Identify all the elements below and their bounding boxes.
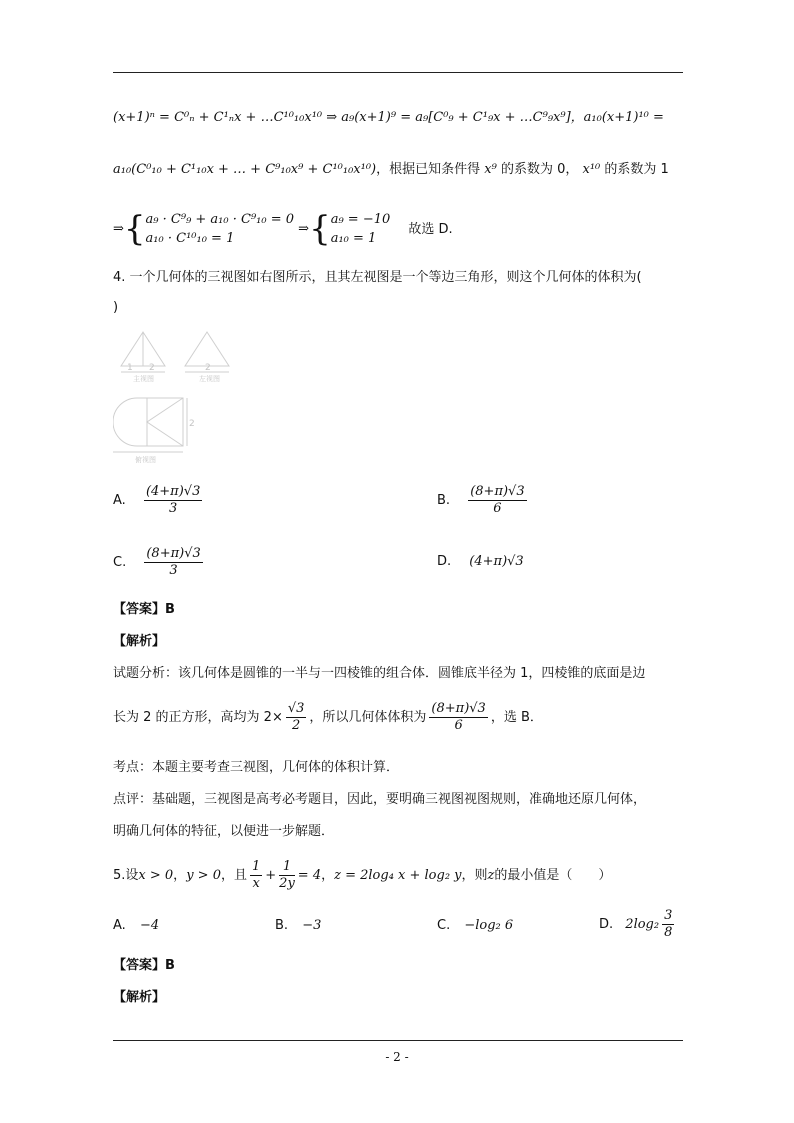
q4-option-a <box>113 484 205 517</box>
q5-analysis-heading: 【解析】 <box>113 990 166 1005</box>
fig-label-two-a: 2 <box>149 363 155 373</box>
front-view-label: 主视图 <box>133 375 154 383</box>
equation-system <box>113 210 453 249</box>
side-view-label: 左视图 <box>199 375 220 383</box>
choose-d-text: 故选 D. <box>408 221 453 237</box>
header-rule <box>113 72 683 73</box>
q5-option-b <box>275 918 321 933</box>
q5-option-a-value: −4 <box>139 918 160 933</box>
x10-term: x¹⁰ <box>582 162 601 177</box>
q4-p2-text-a: 长为 2 的正方形，高均为 2× <box>113 710 283 725</box>
q4-p2-text-b: ，所以几何体体积为 <box>309 710 427 725</box>
three-view-figure <box>113 328 243 468</box>
x9-term: x⁹ <box>484 162 497 177</box>
q5-option-b-value: −3 <box>302 918 322 933</box>
q5-x-condition: x > 0 <box>138 868 174 883</box>
implies-arrow-1: ⇒ <box>113 221 124 237</box>
system-1-eq-1: a₉ · C⁹₉ + a₁₀ · C⁹₁₀ = 0 <box>145 212 295 227</box>
q4-analysis-p1: 试题分析：该几何体是圆锥的一半与一四棱锥的组合体．圆锥底半径为 1，四棱锥的底面是边 <box>113 666 646 681</box>
expansion-line-2 <box>113 160 669 180</box>
q5-sep-2: ， <box>321 868 335 883</box>
left-brace-1: { <box>123 209 146 249</box>
q5-z-def: z = 2log₄ x + log₂ y <box>334 868 462 883</box>
system-2-eq-1: a₉ = −10 <box>330 212 391 227</box>
q5-d-numerator: 3 <box>664 908 673 923</box>
q5-option-c <box>437 918 513 933</box>
q5-equals-4: = 4 <box>297 868 322 883</box>
q5-sep-1: ， <box>173 868 187 883</box>
q5-option-b-label: B. <box>275 918 289 933</box>
q5-answer: 【答案】B <box>113 958 175 973</box>
q5-question: 的最小值是（ ） <box>494 868 612 883</box>
system-2 <box>331 210 391 248</box>
q5-option-d <box>599 908 677 941</box>
q4-dianping-1: 点评：基础题，三视图是高考必考题目，因此，要明确三视图视图规则，准确地还原几何体， <box>113 792 647 807</box>
q4-option-c <box>113 546 206 579</box>
q4-p2-frac2-num: (8+π)√3 <box>431 701 486 716</box>
q4-b-numerator: (8+π)√3 <box>470 484 525 499</box>
condition-text: ，根据已知条件得 <box>376 162 481 177</box>
fig-label-two-c: 2 <box>189 419 195 429</box>
q4-option-d <box>437 554 524 569</box>
q5-f2-num: 1 <box>279 859 295 876</box>
q4-p2-frac-num: √3 <box>287 701 305 716</box>
implies-arrow-2: ⇒ <box>298 221 310 237</box>
q4-p2-text-c: ，选 B． <box>490 710 543 725</box>
coef-text-2: 的系数为 1 <box>604 162 669 177</box>
q4-option-c-label: C. <box>113 555 127 570</box>
q5-option-c-value: −log₂ 6 <box>464 918 514 933</box>
expansion-math: a₁₀(C⁰₁₀ + C¹₁₀x + … + C⁹₁₀x⁹ + C¹⁰₁₀x¹⁰) <box>113 162 377 177</box>
coef-text-1: 的系数为 0， <box>500 162 579 177</box>
three-view-drawing <box>113 328 243 468</box>
fig-label-one: 1 <box>127 363 133 373</box>
page-number: - 2 - <box>385 1050 409 1064</box>
footer-rule <box>113 1040 683 1041</box>
q4-a-numerator: (4+π)√3 <box>145 484 201 499</box>
q5-and: ，且 <box>220 868 247 883</box>
q4-c-denominator: 3 <box>169 563 178 578</box>
q4-p2-frac2-den: 6 <box>454 718 463 733</box>
q5-option-a-label: A. <box>113 918 126 933</box>
q4-a-denominator: 3 <box>169 501 178 516</box>
q5-f1-num: 1 <box>251 859 261 874</box>
q4-option-a-label: A. <box>113 493 126 508</box>
q5-f2-den: 2y <box>279 876 295 891</box>
q4-kaodian: 考点：本题主要考查三视图，几何体的体积计算． <box>113 760 400 775</box>
fig-label-two-b: 2 <box>205 363 211 373</box>
left-brace-2: { <box>309 209 331 249</box>
q4-analysis-heading: 【解析】 <box>113 634 166 649</box>
q4-b-denominator: 6 <box>493 501 502 516</box>
q5-plus: + <box>265 868 277 883</box>
q5-stem <box>113 856 611 896</box>
system-1-eq-2: a₁₀ · C¹⁰₁₀ = 1 <box>145 231 235 246</box>
system-1 <box>146 210 294 248</box>
q5-z: z <box>487 868 495 883</box>
q5-option-d-label: D. <box>599 917 614 932</box>
q4-dianping-2: 明确几何体的特征，以便进一步解题． <box>113 824 335 839</box>
q4-option-b-label: B. <box>437 493 451 508</box>
q4-option-d-value: (4+π)√3 <box>469 554 524 569</box>
q4-p2-frac-den: 2 <box>291 718 301 733</box>
q5-d-denominator: 8 <box>664 925 673 940</box>
top-view-label: 俯视图 <box>135 456 156 464</box>
q5-y-condition: y > 0 <box>186 868 221 883</box>
q4-option-d-label: D. <box>437 554 452 569</box>
q5-then: ，则 <box>461 868 488 883</box>
q4-answer: 【答案】B <box>113 602 175 617</box>
q4-stem-close: ) <box>113 300 119 315</box>
q4-analysis-p2 <box>113 700 543 736</box>
q4-option-b <box>437 484 530 517</box>
q5-s1: 5.设 <box>113 868 139 883</box>
expansion-line-1: (x+1)ⁿ = C⁰ₙ + C¹ₙx + …C¹⁰₁₀x¹⁰ ⇒ a₉(x+1)⁹ = a₉[C⁰₉ + C¹₉x + …C⁹₉x⁹]，a₁₀(x+1)¹⁰ = <box>113 110 664 125</box>
system-2-eq-2: a₁₀ = 1 <box>330 231 377 246</box>
q4-stem: 4. 一个几何体的三视图如右图所示，且其左视图是一个等边三角形，则这个几何体的体积为( <box>113 270 642 285</box>
q4-c-numerator: (8+π)√3 <box>146 546 201 561</box>
q5-option-d-prefix: 2log₂ <box>625 917 660 932</box>
q5-f1-den: x <box>252 876 260 891</box>
q5-option-a <box>113 918 159 933</box>
q5-option-c-label: C. <box>437 918 451 933</box>
